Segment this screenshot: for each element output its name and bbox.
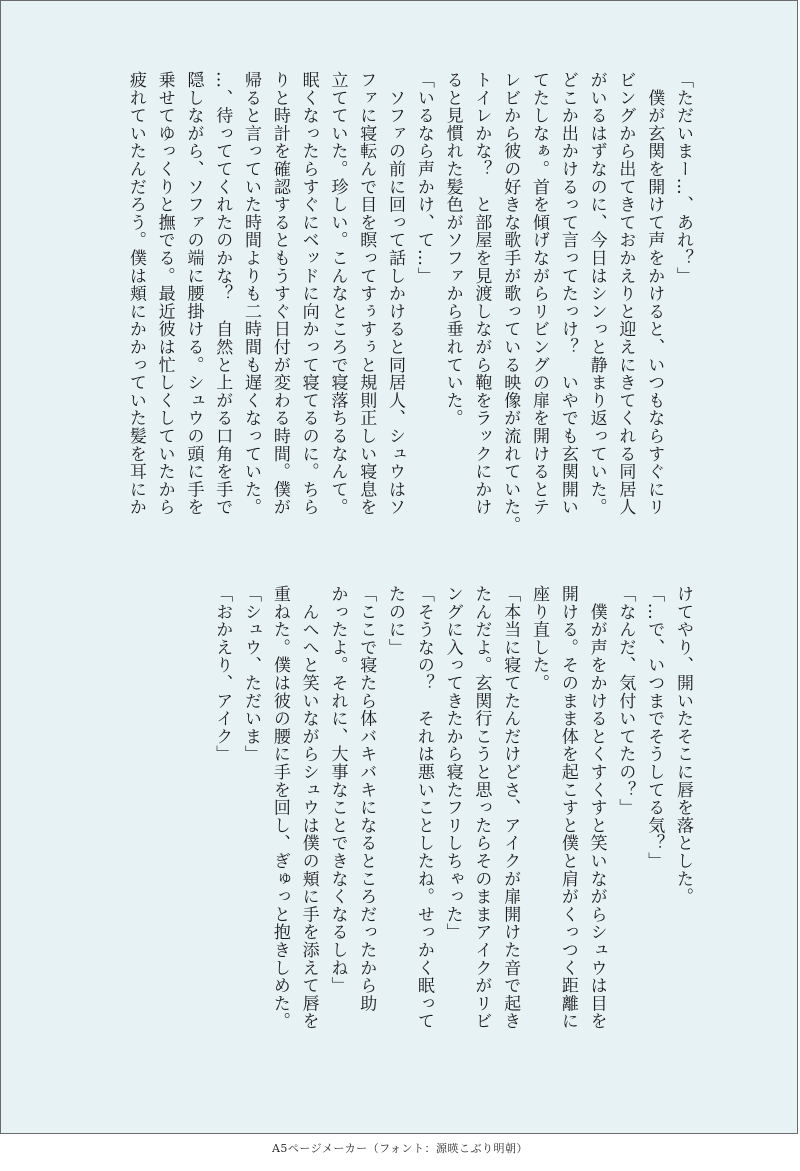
text-line: たのに」 [385, 585, 406, 657]
text-line: 乗せてゆっくりと撫でる。最近彼は忙しくしていたから [154, 71, 175, 516]
text-line: けてやり、開いたそこに唇を落とした。 [673, 585, 693, 906]
text-line: 僕が玄関を開けて声をかけると、いつもならすぐにリ [644, 71, 665, 516]
text-line: どこか出かけるって言ってたっけ？ いやでも玄関開い [557, 71, 578, 516]
text-line: んへへと笑いながらシュウは僕の頬に手を添えて唇を [298, 585, 319, 1030]
text-line: ビングから出てきておかえりと迎えにきてくれる同居人 [615, 71, 636, 516]
text-line: てたしなぁ。首を傾げながらリビングの扉を開けるとテ [529, 71, 550, 516]
text-line: 開ける。そのまま体を起こすと僕と肩がくっつく距離に [557, 585, 578, 1030]
text-line: 眠くなったらすぐにベッドに向かって寝てるのに。ちら [298, 71, 319, 516]
text-line: 「おかえり、アイク」 [212, 585, 233, 763]
text-line: 隠しながら、ソファの端に腰掛ける。シュウの頭に手を [183, 71, 204, 516]
text-line: たんだよ。玄関行こうと思ったらそのままアイクがリビ [471, 585, 492, 1030]
text-line: …、待っててくれたのかな？ 自然と上がる口角を手で [212, 71, 233, 516]
text-line: りと時計を確認するともうすぐ日付が変わる時間。僕が [269, 71, 290, 516]
text-line: 「いるなら声かけ、て…」 [413, 71, 434, 285]
text-line: 疲れていたんだろう。僕は頬にかかっていた髪を耳にか [125, 71, 146, 516]
text-line: 「ただいまー…、あれ？」 [673, 71, 693, 285]
text-line: 僕が声をかけるとくすくすと笑いながらシュウは目を [586, 585, 607, 1030]
text-line: 重ねた。僕は彼の腰に手を回し、ぎゅっと抱きしめた。 [269, 585, 290, 1030]
text-line: ファに寝転んで目を瞑ってすぅすぅと規則正しい寝息を [356, 71, 377, 516]
text-line: ると見慣れた髪色がソファから垂れていた。 [442, 71, 463, 427]
text-line: ングに入ってきたから寝たフリしちゃった」 [442, 585, 463, 941]
text-line: 立てていた。珍しい。こんなところで寝落ちるなんて。 [327, 71, 348, 516]
text-line: がいるはずなのに、今日はシンっと静まり返っていた。 [586, 71, 607, 516]
page-footer: A5ページメーカー（フォント：源暎こぶり明朝） [271, 1142, 529, 1155]
text-line: レビから彼の好きな歌手が歌っている映像が流れていた。 [500, 71, 521, 534]
text-line: 「本当に寝てたんだけどさ、アイクが扉開けた音で起き [500, 585, 521, 1030]
text-line: 「なんだ、気付いてたの？」 [615, 585, 636, 817]
text-line: 座り直した。 [529, 585, 550, 692]
text-line: 「そうなの？ それは悪いことしたね。せっかく眠って [413, 585, 434, 1030]
lower-text-block [207, 585, 697, 1085]
upper-text-block [121, 71, 697, 571]
text-line: トイレかな？ と部屋を見渡しながら鞄をラックにかけ [471, 71, 492, 516]
text-line: 帰ると言っていた時間よりも二時間も遅くなっていた。 [241, 71, 262, 516]
text-line: 「シュウ、ただいま」 [241, 585, 262, 763]
text-line: 「…で、いつまでそうしてる気？」 [644, 585, 665, 870]
text-line: ソファの前に回って話しかけると同居人、シュウはソ [385, 71, 406, 516]
text-line: 「ここで寝たら体バキバキになるところだったから助 [356, 585, 377, 1013]
text-line: かったよ。それに、大事なことできなくなるしね」 [327, 585, 348, 995]
